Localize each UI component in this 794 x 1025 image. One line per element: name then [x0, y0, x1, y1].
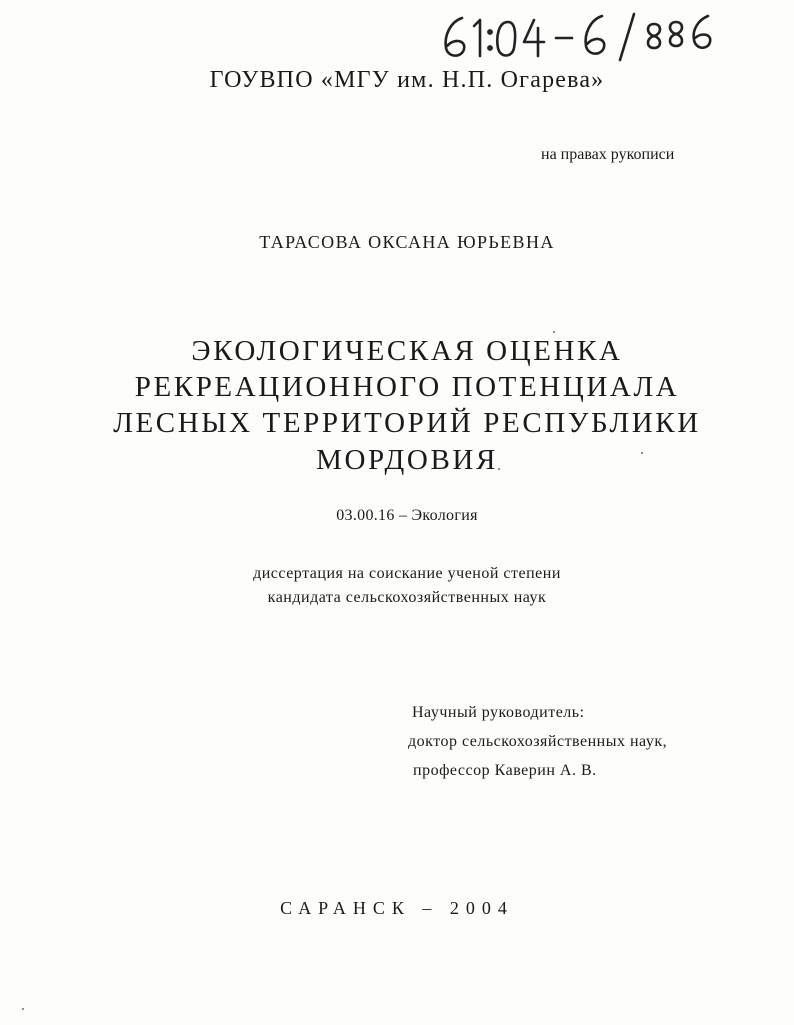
degree-statement-line: диссертация на соискание ученой степени [253, 565, 561, 582]
scan-speck [22, 1008, 24, 1010]
dissertation-title-line: ЛЕСНЫХ ТЕРРИТОРИЙ РЕСПУБЛИКИ [113, 407, 701, 439]
author-name: ТАРАСОВА ОКСАНА ЮРЬЕВНА [259, 232, 555, 252]
handwritten-library-code [436, 8, 726, 64]
scan-speck [553, 331, 555, 333]
specialty-code: 03.00.16 – Экология [336, 507, 478, 524]
dissertation-title-line: МОРДОВИЯ [316, 444, 498, 476]
supervisor-degree: доктор сельскохозяйственных наук, [408, 733, 668, 750]
supervisor-heading: Научный руководитель: [412, 704, 585, 721]
city-and-year: САРАНСК – 2004 [280, 898, 514, 918]
degree-statement-line: кандидата сельскохозяйственных наук [267, 589, 547, 606]
scan-speck [498, 468, 500, 470]
dissertation-title-line: ЭКОЛОГИЧЕСКАЯ ОЦЕНКА [191, 335, 623, 367]
scan-speck [641, 452, 643, 454]
institution-name: ГОУВПО «МГУ им. Н.П. Огарева» [209, 67, 605, 93]
dissertation-title-line: РЕКРЕАЦИОННОГО ПОТЕНЦИАЛА [134, 371, 680, 403]
rights-note: на правах рукописи [541, 146, 675, 163]
supervisor-name: профессор Каверин А. В. [413, 762, 597, 779]
